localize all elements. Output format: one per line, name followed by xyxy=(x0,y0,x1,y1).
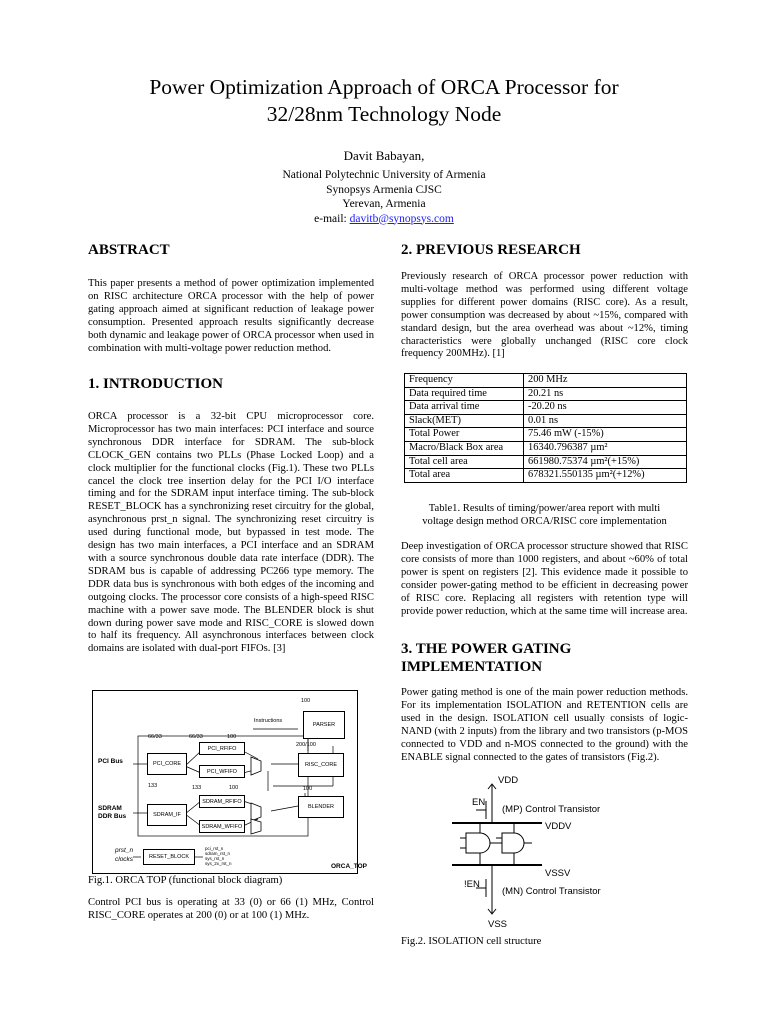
table-row xyxy=(405,374,687,388)
table-cell-value: 20.21 ns xyxy=(524,387,687,401)
affiliation-line-2: Synopsys Armenia CJSC xyxy=(326,183,442,196)
table-cell-value: 16340.796387 µm² xyxy=(524,441,687,455)
freq-label-100-b: 100 xyxy=(301,698,311,704)
pci-wfifo-block: PCI_WFIFO xyxy=(199,765,245,778)
table-cell-metric: Total area xyxy=(405,469,524,483)
parser-block: PARSER xyxy=(303,711,345,739)
table-cell-metric: Data arrival time xyxy=(405,401,524,415)
deep-investigation-text: Deep investigation of ORCA processor structure showed that RISC core consists of more than 1000 registers, and about ~60% of total power is spent on registers [2]. This evidence made it possible to consider power-gating method to be efficient in decreasing power of RISC core. Replacing all registers with retention type will provide power reduction, which at the same time will increase area. xyxy=(401,541,688,617)
table-row xyxy=(405,428,687,442)
sdram-wfifo-block: SDRAM_WFIFO xyxy=(199,820,245,833)
table-cell-metric: Macro/Black Box area xyxy=(405,441,524,455)
instructions-label: Instructions xyxy=(254,718,283,724)
table-cell-value: 0.01 ns xyxy=(524,414,687,428)
vddv-label: VDDV xyxy=(545,821,572,832)
pci-rfifo-block: PCI_RFIFO xyxy=(199,742,245,755)
figure-2-isolation-cell xyxy=(452,775,632,933)
title-line-2: 32/28nm Technology Node xyxy=(266,102,502,126)
email-line xyxy=(0,212,768,227)
affiliation xyxy=(0,168,768,226)
previous-research-heading: 2. PREVIOUS RESEARCH xyxy=(401,242,581,258)
mp-label: (MP) Control Transistor xyxy=(502,804,601,815)
clock-note-text: Control PCI bus is operating at 33 (0) or 66 (1) MHz, Control RISC_CORE operates at 200 (0) or at 100 (1) MHz. xyxy=(88,897,374,921)
power-gating-heading xyxy=(401,640,571,676)
ddr-bus-label: DDR Bus xyxy=(98,813,127,820)
abstract-heading: ABSTRACT xyxy=(88,242,170,258)
power-gating-text: Power gating method is one of the main power reduction methods. For its implementation ISOLATION and RETENTION cells are used in the design. ISOLATION cell usually consists of logic-NAND (with 2 inputs) from the library and two transistors (p-MOS connected to VDD and n-MOS connected to the ground) with the ENABLE signal connected to the gates of transistors (Fig.2). xyxy=(401,687,688,763)
table-row xyxy=(405,387,687,401)
freq-label-133-b: 133 xyxy=(192,785,202,791)
freq-label-100-d: 100 xyxy=(303,786,313,792)
reset-signal-2: sdram_rst_n xyxy=(205,851,231,856)
results-table xyxy=(404,373,687,483)
freq-label-200-100: 200/100 xyxy=(296,742,316,748)
clocks-label: clocks xyxy=(115,856,134,863)
table-cell-value: -20.20 ns xyxy=(524,401,687,415)
freq-label-133-a: 133 xyxy=(148,783,158,789)
freq-label-100-a: 100 xyxy=(227,734,237,740)
power-gating-heading-line-2: IMPLEMENTATION xyxy=(401,659,543,675)
table-cell-value: 200 MHz xyxy=(524,374,687,388)
email-label: e-mail: xyxy=(314,212,350,225)
prst-n-label: prst_n xyxy=(115,847,134,854)
introduction-text: ORCA processor is a 32-bit CPU microprocessor core. Microprocessor has two main interfaces: PCI interface and source synchronous DDR interface for SDRAM. The sub-block CLOCK_GEN contains two PLLs (Phase Locked Loop) and a clock multiplier for the functional clocks (Fig.1). These two PLLs cancel the clock tree insertion delay for the PCI I/O interface timing and for the SDRAM input interface timing. The sub-block RESET_BLOCK has a synchronizing reset circuitry for the global, asynchronous prst_n signal. The synchronizing reset circuitry is used during functional mode, but bypassed in test mode. The design has two main interfaces, a PCI interface and an SDRAM with a source synchronous double data rate interface (DDR). The SDRAM bus is capable of addressing PC266 type memory. The DDR data bus is synchronous with both edges of the incoming and outgoing clocks. The processor core consists of a high-speed RISC machine with a power save mode. The BLENDER block is shut down during power save mode and RISC_CORE is slowed down to half its frequency. All asynchronous interfaces between clock domains are isolated with dual-port FIFOs. [3] xyxy=(88,411,374,655)
freq-label-66-33-a: 66/33 xyxy=(148,734,162,740)
pci-core-block: PCI_CORE xyxy=(147,753,187,775)
power-gating-heading-line-1: 3. THE POWER GATING xyxy=(401,641,572,657)
table-1-caption-line-1: Table1. Results of timing/power/area report with multi xyxy=(428,503,661,514)
table-1-caption-line-2: voltage design method ORCA/RISC core implementation xyxy=(422,516,667,527)
table-cell-metric: Slack(MET) xyxy=(405,414,524,428)
table-cell-value: 75.46 mW (-15%) xyxy=(524,428,687,442)
vss-label: VSS xyxy=(488,919,508,930)
figure-1-caption: Fig.1. ORCA TOP (functional block diagram) xyxy=(88,875,283,886)
vssv-label: VSSV xyxy=(545,868,571,879)
en-label: EN xyxy=(472,797,486,808)
table-cell-value: 661980.75374 µm²(+15%) xyxy=(524,455,687,469)
reset-signal-4: sys_2x_rst_n xyxy=(205,861,232,866)
author-name: Davit Babayan, xyxy=(343,148,425,163)
paper-title xyxy=(0,74,768,128)
previous-research-text: Previously research of ORCA processor power reduction with multi-voltage method was performed using different voltage supplies for different power domains (RISC core). As a result, power consumption was decreased by about ~15%, compared with standard design, but the area overhead was about ~12%, timing characteristics were globally unchanged (RISC core clock frequency 200MHz). [1] xyxy=(401,271,688,360)
mn-label: (MN) Control Transistor xyxy=(502,886,601,897)
reset-block: RESET_BLOCK xyxy=(143,849,195,865)
sdram-rfifo-block: SDRAM_RFIFO xyxy=(199,795,245,808)
table-cell-metric: Frequency xyxy=(405,374,524,388)
sdram-label: SDRAM xyxy=(98,805,122,812)
blender-block: BLENDER xyxy=(298,796,344,818)
vdd-label: VDD xyxy=(498,775,519,786)
email-link[interactable]: davitb@synopsys.com xyxy=(349,212,454,225)
table-cell-value: 678321.550135 µm²(+12%) xyxy=(524,469,687,483)
abstract-text: This paper presents a method of power optimization implemented on RISC architecture ORCA processor with the help of power gating approach aimed at significant reduction of leakage power consumption. Presented approach results significantly decrease both dynamic and leakage power of ORCA processor when used in combination with multi-voltage power reduction method. xyxy=(88,278,374,354)
table-row xyxy=(405,441,687,455)
table-row xyxy=(405,401,687,415)
table-row xyxy=(405,414,687,428)
table-row xyxy=(405,455,687,469)
reset-signal-1: pci_rst_n xyxy=(205,846,224,851)
title-line-1: Power Optimization Approach of ORCA Processor for xyxy=(149,75,619,99)
freq-label-66-33-b: 66/33 xyxy=(189,734,203,740)
table-row xyxy=(405,469,687,483)
table-cell-metric: Total Power xyxy=(405,428,524,442)
table-1-caption xyxy=(401,502,688,528)
table-cell-metric: Total cell area xyxy=(405,455,524,469)
figure-1-block-diagram xyxy=(92,690,367,874)
orca-top-label: ORCA_TOP xyxy=(331,863,367,870)
not-en-label: !EN xyxy=(464,879,480,890)
affiliation-line-3: Yerevan, Armenia xyxy=(342,198,426,210)
reset-signal-3: sys_rst_n xyxy=(205,856,225,861)
freq-label-100-c: 100 xyxy=(229,785,239,791)
risc-core-block: RISC_CORE xyxy=(298,753,344,777)
affiliation-line-1: National Polytechnic University of Armenia xyxy=(282,169,486,181)
introduction-heading: 1. INTRODUCTION xyxy=(88,376,224,392)
sdram-if-block: SDRAM_IF xyxy=(147,804,187,826)
figure-2-caption: Fig.2. ISOLATION cell structure xyxy=(401,936,542,947)
table-cell-metric: Data required time xyxy=(405,387,524,401)
pci-bus-label: PCI Bus xyxy=(98,758,123,765)
